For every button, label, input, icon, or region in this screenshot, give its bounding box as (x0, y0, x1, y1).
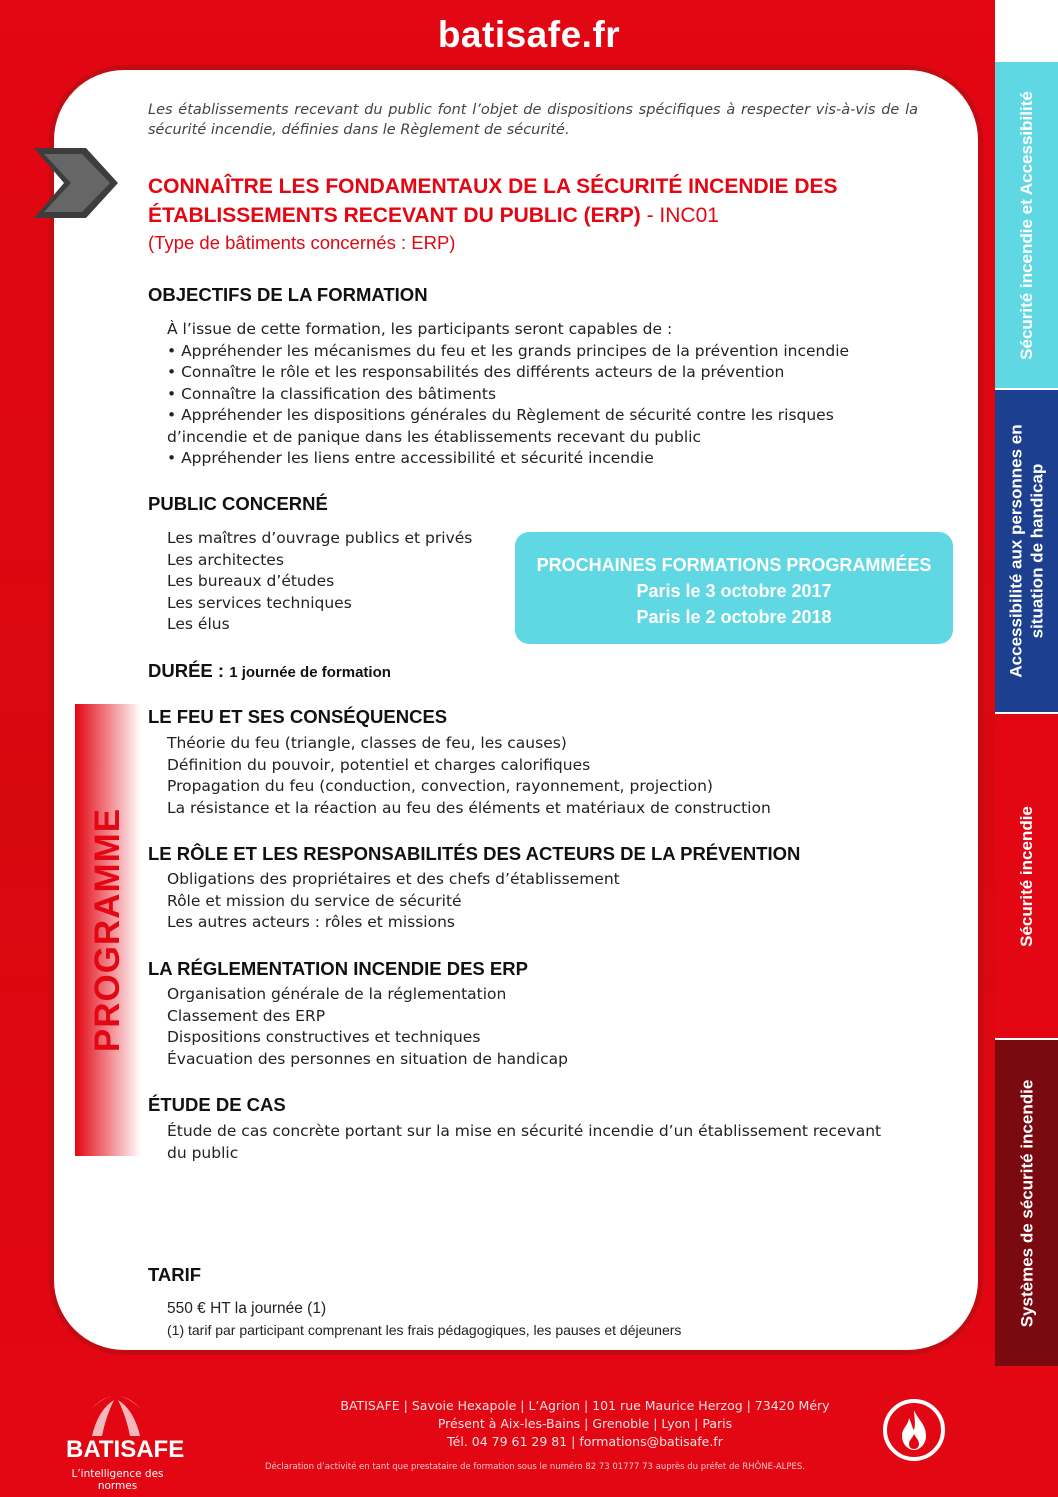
tab-securite-accessibilite[interactable] (995, 62, 1058, 388)
course-subtitle: (Type de bâtiments concernés : ERP) (148, 232, 456, 253)
list-item: Obligations des propriétaires et des chefs d’établissement (167, 870, 620, 888)
course-title-line1: CONNAÎTRE LES FONDAMENTAUX DE LA SÉCURITÉ INCENDIE DES (148, 175, 838, 198)
programme-label (75, 704, 141, 1156)
programme-label-text: PROGRAMME (88, 807, 127, 1053)
objectifs-heading: OBJECTIFS DE LA FORMATION (148, 284, 428, 305)
objectifs-list (167, 319, 849, 470)
course-title (148, 172, 948, 230)
public-heading: PUBLIC CONCERNÉ (148, 493, 328, 514)
footer-address: BATISAFE | Savoie Hexapole | L’Agrion | 101 rue Maurice Herzog | 73420 Méry (340, 1398, 830, 1413)
list-item: • Appréhender les mécanismes du feu et les grands principes de la prévention incendie (167, 341, 850, 360)
logo-tagline: L’intelligence des normes (71, 1468, 164, 1492)
list-item: • Connaître la classification des bâtiments (167, 384, 497, 403)
tarif-note: (1) tarif par participant comprenant les frais pédagogiques, les pauses et déjeuners (167, 1322, 682, 1338)
footer-legal: Déclaration d’activité en tant que prestataire de formation sous le numéro 82 73 01777 73 auprès du préfet de RHÔNE-ALPES. (264, 1462, 806, 1472)
upcoming-sessions-heading: PROCHAINES FORMATIONS PROGRAMMÉES (536, 555, 932, 575)
course-code: - INC01 (640, 204, 719, 227)
chevron-right-icon (34, 148, 118, 218)
course-title-line2: ÉTABLISSEMENTS RECEVANT DU PUBLIC (ERP) (148, 204, 641, 227)
list-item: Dispositions constructives et techniques (167, 1028, 481, 1046)
list-item: d’incendie et de panique dans les établissements recevant du public (167, 427, 701, 446)
list-item: du public (167, 1143, 239, 1162)
section-list (167, 984, 568, 1070)
list-item: Organisation générale de la réglementation (167, 985, 507, 1003)
list-item: • Connaître le rôle et les responsabilités des différents acteurs de la prévention (167, 363, 785, 381)
tab-label: Sécurité incendie (1017, 805, 1036, 947)
list-item: Définition du pouvoir, potentiel et charges calorifiques (167, 755, 591, 774)
footer-locations: Présent à Aix-les-Bains | Grenoble | Lyon | Paris (437, 1416, 733, 1431)
site-title[interactable]: batisafe.fr (437, 14, 621, 55)
list-item: • Appréhender les dispositions générales du Règlement de sécurité contre les risques (167, 406, 834, 424)
duration (148, 660, 391, 682)
list-item: Les élus (167, 615, 230, 633)
list-item: Les services techniques (167, 593, 352, 612)
list-item: À l’issue de cette formation, les participants seront capables de : (167, 320, 673, 338)
tab-label: Sécurité incendie et Accessibilité (1017, 90, 1036, 360)
tab-systemes-securite[interactable] (995, 1040, 1058, 1366)
logo-name: BATISAFE (66, 1436, 185, 1463)
section-heading: LE RÔLE ET LES RESPONSABILITÉS DES ACTEURS DE LA PRÉVENTION (148, 843, 801, 864)
duration-value: 1 journée de formation (229, 664, 391, 681)
list-item: Les architectes (167, 550, 284, 569)
tab-label-line1: Accessibilité aux personnes en (1006, 424, 1026, 678)
list-item: Les autres acteurs : rôles et missions (167, 913, 455, 931)
tab-accessibilite-handicap[interactable] (995, 390, 1058, 712)
list-item: Les bureaux d’études (167, 572, 335, 590)
intro-text: Les établissements recevant du public font l’objet de dispositions spécifiques à respecter vis-à-vis de la sécurité incendie, définies dans le Règlement de sécurité. (148, 102, 918, 138)
list-item: Les maîtres d’ouvrage publics et privés (167, 529, 473, 547)
flame-icon (882, 1398, 946, 1462)
section-heading: ÉTUDE DE CAS (148, 1094, 286, 1115)
list-item: Évacuation des personnes en situation de handicap (167, 1049, 568, 1068)
list-item: • Appréhender les liens entre accessibilité et sécurité incendie (167, 449, 654, 467)
duration-label: DURÉE : (148, 660, 230, 681)
tab-securite-incendie[interactable] (995, 714, 1058, 1038)
tab-label-line2: situation de handicap (1027, 463, 1047, 639)
footer-contact[interactable]: Tél. 04 79 61 29 81 | formations@batisafe.fr (447, 1434, 723, 1449)
section-heading: LA RÉGLEMENTATION INCENDIE DES ERP (148, 958, 528, 979)
list-item: Théorie du feu (triangle, classes de feu, les causes) (167, 734, 567, 752)
list-item: Classement des ERP (167, 1006, 326, 1025)
public-list (167, 528, 472, 636)
list-item: Propagation du feu (conduction, convection, rayonnement, projection) (167, 777, 713, 795)
section-heading: LE FEU ET SES CONSÉQUENCES (148, 706, 448, 727)
section-list (167, 869, 620, 934)
session-date: Paris le 3 octobre 2017 (636, 581, 832, 601)
upcoming-sessions-box (515, 532, 953, 644)
tab-label (1006, 424, 1048, 677)
batisafe-logo-icon (84, 1380, 148, 1438)
list-item: Étude de cas concrète portant sur la mise en sécurité incendie d’un établissement recevant (167, 1122, 882, 1140)
section-list (167, 1121, 881, 1164)
section-list (167, 733, 771, 819)
list-item: La résistance et la réaction au feu des éléments et matériaux de construction (167, 798, 771, 817)
session-date: Paris le 2 octobre 2018 (636, 607, 832, 627)
tab-label: Systèmes de sécurité incendie (1017, 1079, 1036, 1327)
tarif-price: 550 € HT la journée (1) (167, 1300, 327, 1317)
tarif-heading: TARIF (148, 1264, 202, 1285)
list-item: Rôle et mission du service de sécurité (167, 891, 462, 910)
